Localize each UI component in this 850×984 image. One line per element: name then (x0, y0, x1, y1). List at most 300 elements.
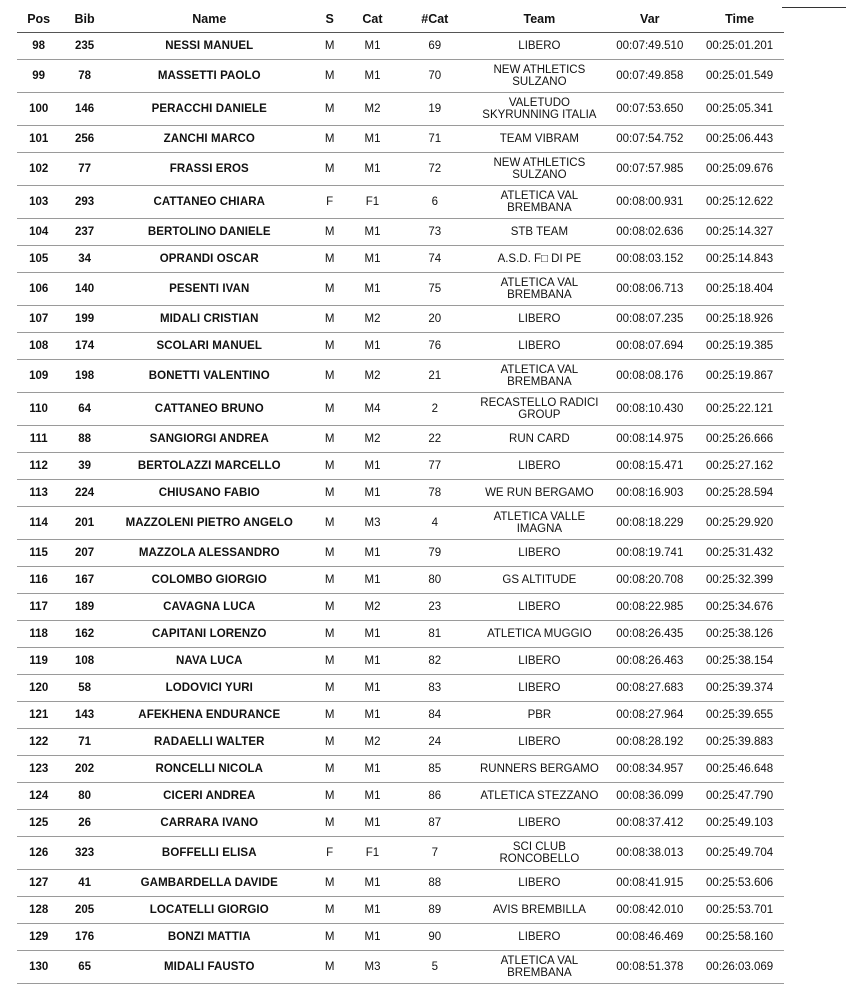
cell-team: LIBERO (474, 540, 604, 567)
cell-bib: 167 (60, 567, 109, 594)
cell-cat: M1 (350, 540, 395, 567)
cell-ncat: 85 (395, 756, 474, 783)
cell-bib: 293 (60, 186, 109, 219)
cell-s: M (310, 729, 350, 756)
table-row (17, 621, 784, 648)
cell-cat: F1 (350, 186, 395, 219)
cell-team: RUNNERS BERGAMO (474, 756, 604, 783)
cell-time: 00:25:18.926 (695, 306, 784, 333)
cell-time: 00:25:53.606 (695, 870, 784, 897)
cell-bib: 140 (60, 273, 109, 306)
cell-var: 00:07:53.650 (604, 93, 695, 126)
table-row (17, 729, 784, 756)
cell-bib: 207 (60, 540, 109, 567)
cell-ncat: 76 (395, 333, 474, 360)
cell-var: 00:08:26.463 (604, 648, 695, 675)
table-row (17, 273, 784, 306)
cell-s: M (310, 756, 350, 783)
cell-cat: M2 (350, 426, 395, 453)
cell-var: 00:07:49.858 (604, 60, 695, 93)
cell-name: PERACCHI DANIELE (109, 93, 310, 126)
cell-cat: M1 (350, 702, 395, 729)
cell-cat: M4 (350, 393, 395, 426)
cell-pos: 126 (17, 837, 60, 870)
cell-pos: 130 (17, 951, 60, 984)
cell-time: 00:25:29.920 (695, 507, 784, 540)
cell-bib: 176 (60, 924, 109, 951)
cell-pos: 107 (17, 306, 60, 333)
cell-bib: 58 (60, 675, 109, 702)
cell-var: 00:08:46.469 (604, 924, 695, 951)
cell-pos: 108 (17, 333, 60, 360)
cell-cat: M1 (350, 246, 395, 273)
cell-bib: 39 (60, 453, 109, 480)
cell-cat: M2 (350, 306, 395, 333)
cell-s: M (310, 126, 350, 153)
cell-var: 00:08:03.152 (604, 246, 695, 273)
cell-team: ATLETICA VAL BREMBANA (474, 186, 604, 219)
cell-cat: M1 (350, 648, 395, 675)
table-row (17, 480, 784, 507)
cell-var: 00:08:02.636 (604, 219, 695, 246)
cell-name: NAVA LUCA (109, 648, 310, 675)
cell-var: 00:08:00.931 (604, 186, 695, 219)
cell-team: RUN CARD (474, 426, 604, 453)
table-row (17, 60, 784, 93)
cell-team: VALETUDO SKYRUNNING ITALIA (474, 93, 604, 126)
cell-name: MIDALI CRISTIAN (109, 306, 310, 333)
cell-pos: 113 (17, 480, 60, 507)
cell-var: 00:08:37.412 (604, 810, 695, 837)
cell-var: 00:08:27.964 (604, 702, 695, 729)
cell-pos: 121 (17, 702, 60, 729)
cell-s: M (310, 360, 350, 393)
cell-time: 00:25:49.103 (695, 810, 784, 837)
cell-bib: 256 (60, 126, 109, 153)
cell-ncat: 75 (395, 273, 474, 306)
cell-bib: 143 (60, 702, 109, 729)
cell-pos: 103 (17, 186, 60, 219)
table-row (17, 393, 784, 426)
cell-name: RONCELLI NICOLA (109, 756, 310, 783)
table-row (17, 360, 784, 393)
cell-name: PESENTI IVAN (109, 273, 310, 306)
table-row (17, 594, 784, 621)
header-row (17, 6, 784, 33)
cell-team: ATLETICA MUGGIO (474, 621, 604, 648)
cell-cat: M1 (350, 924, 395, 951)
cell-ncat: 77 (395, 453, 474, 480)
cell-var: 00:08:38.013 (604, 837, 695, 870)
cell-bib: 174 (60, 333, 109, 360)
table-row (17, 153, 784, 186)
cell-time: 00:25:14.843 (695, 246, 784, 273)
cell-name: AFEKHENA ENDURANCE (109, 702, 310, 729)
cell-team: LIBERO (474, 729, 604, 756)
cell-pos: 109 (17, 360, 60, 393)
cell-bib: 88 (60, 426, 109, 453)
table-row (17, 756, 784, 783)
cell-pos: 122 (17, 729, 60, 756)
cell-var: 00:08:07.694 (604, 333, 695, 360)
cell-time: 00:25:18.404 (695, 273, 784, 306)
cell-var: 00:08:18.229 (604, 507, 695, 540)
cell-name: CICERI ANDREA (109, 783, 310, 810)
cell-var: 00:08:26.435 (604, 621, 695, 648)
cell-name: CAPITANI LORENZO (109, 621, 310, 648)
column-header-name: Name (109, 6, 310, 33)
cell-time: 00:25:38.126 (695, 621, 784, 648)
cell-time: 00:25:32.399 (695, 567, 784, 594)
cell-team: LIBERO (474, 333, 604, 360)
column-header-cat: Cat (350, 6, 395, 33)
cell-time: 00:25:27.162 (695, 453, 784, 480)
cell-team: GS ALTITUDE (474, 567, 604, 594)
cell-team: PBR (474, 702, 604, 729)
cell-ncat: 72 (395, 153, 474, 186)
table-row (17, 33, 784, 60)
cell-name: CATTANEO CHIARA (109, 186, 310, 219)
cell-time: 00:25:58.160 (695, 924, 784, 951)
cell-cat: M1 (350, 675, 395, 702)
column-header-time: Time (695, 6, 784, 33)
cell-pos: 98 (17, 33, 60, 60)
cell-s: M (310, 273, 350, 306)
cell-ncat: 5 (395, 951, 474, 984)
cell-pos: 123 (17, 756, 60, 783)
table-row (17, 924, 784, 951)
cell-team: ATLETICA VALLE IMAGNA (474, 507, 604, 540)
cell-time: 00:26:03.069 (695, 951, 784, 984)
cell-pos: 119 (17, 648, 60, 675)
cell-s: M (310, 33, 350, 60)
cell-team: LIBERO (474, 306, 604, 333)
cell-var: 00:08:20.708 (604, 567, 695, 594)
cell-time: 00:25:12.622 (695, 186, 784, 219)
cell-team: LIBERO (474, 33, 604, 60)
cell-ncat: 2 (395, 393, 474, 426)
column-header-team: Team (474, 6, 604, 33)
cell-time: 00:25:47.790 (695, 783, 784, 810)
cell-ncat: 78 (395, 480, 474, 507)
cell-team: LIBERO (474, 924, 604, 951)
cell-bib: 198 (60, 360, 109, 393)
cell-time: 00:25:38.154 (695, 648, 784, 675)
cell-team: TEAM VIBRAM (474, 126, 604, 153)
cell-s: M (310, 897, 350, 924)
cell-cat: M1 (350, 219, 395, 246)
cell-s: M (310, 810, 350, 837)
cell-cat: F1 (350, 837, 395, 870)
cell-var: 00:08:51.378 (604, 951, 695, 984)
cell-bib: 34 (60, 246, 109, 273)
cell-cat: M1 (350, 60, 395, 93)
cell-team: NEW ATHLETICS SULZANO (474, 153, 604, 186)
cell-s: M (310, 333, 350, 360)
cell-bib: 77 (60, 153, 109, 186)
cell-team: LIBERO (474, 810, 604, 837)
cell-ncat: 89 (395, 897, 474, 924)
cell-time: 00:25:28.594 (695, 480, 784, 507)
table-row (17, 453, 784, 480)
cell-name: MIDALI FAUSTO (109, 951, 310, 984)
cell-pos: 120 (17, 675, 60, 702)
cell-s: M (310, 870, 350, 897)
cell-pos: 110 (17, 393, 60, 426)
cell-pos: 117 (17, 594, 60, 621)
cell-name: LOCATELLI GIORGIO (109, 897, 310, 924)
cell-s: M (310, 219, 350, 246)
cell-time: 00:25:34.676 (695, 594, 784, 621)
cell-s: M (310, 594, 350, 621)
table-row (17, 93, 784, 126)
cell-time: 00:25:39.655 (695, 702, 784, 729)
cell-team: LIBERO (474, 675, 604, 702)
cell-bib: 235 (60, 33, 109, 60)
cell-ncat: 20 (395, 306, 474, 333)
cell-ncat: 70 (395, 60, 474, 93)
cell-cat: M3 (350, 951, 395, 984)
cell-ncat: 6 (395, 186, 474, 219)
cell-team: RECASTELLO RADICI GROUP (474, 393, 604, 426)
cell-cat: M1 (350, 870, 395, 897)
table-row (17, 126, 784, 153)
cell-ncat: 19 (395, 93, 474, 126)
cell-time: 00:25:26.666 (695, 426, 784, 453)
cell-ncat: 74 (395, 246, 474, 273)
cell-pos: 105 (17, 246, 60, 273)
cell-name: CARRARA IVANO (109, 810, 310, 837)
cell-name: OPRANDI OSCAR (109, 246, 310, 273)
cell-bib: 237 (60, 219, 109, 246)
cell-bib: 65 (60, 951, 109, 984)
cell-time: 00:25:49.704 (695, 837, 784, 870)
cell-pos: 104 (17, 219, 60, 246)
cell-ncat: 7 (395, 837, 474, 870)
cell-s: M (310, 951, 350, 984)
cell-cat: M2 (350, 594, 395, 621)
cell-s: M (310, 426, 350, 453)
cell-bib: 41 (60, 870, 109, 897)
cell-name: CAVAGNA LUCA (109, 594, 310, 621)
cell-s: M (310, 60, 350, 93)
cell-name: MAZZOLA ALESSANDRO (109, 540, 310, 567)
cell-name: SCOLARI MANUEL (109, 333, 310, 360)
cell-bib: 108 (60, 648, 109, 675)
cell-ncat: 81 (395, 621, 474, 648)
cell-time: 00:25:39.883 (695, 729, 784, 756)
cell-ncat: 84 (395, 702, 474, 729)
cell-name: GAMBARDELLA DAVIDE (109, 870, 310, 897)
cell-ncat: 82 (395, 648, 474, 675)
cell-bib: 323 (60, 837, 109, 870)
cell-cat: M1 (350, 33, 395, 60)
cell-cat: M2 (350, 729, 395, 756)
cell-pos: 115 (17, 540, 60, 567)
cell-ncat: 83 (395, 675, 474, 702)
cell-cat: M1 (350, 621, 395, 648)
table-row (17, 426, 784, 453)
cell-cat: M1 (350, 453, 395, 480)
cell-var: 00:07:57.985 (604, 153, 695, 186)
cell-name: CHIUSANO FABIO (109, 480, 310, 507)
cell-s: M (310, 153, 350, 186)
cell-cat: M1 (350, 783, 395, 810)
table-row (17, 186, 784, 219)
cell-var: 00:08:07.235 (604, 306, 695, 333)
cell-bib: 71 (60, 729, 109, 756)
cell-team: SCI CLUB RONCOBELLO (474, 837, 604, 870)
table-row (17, 783, 784, 810)
cell-var: 00:07:49.510 (604, 33, 695, 60)
cell-time: 00:25:22.121 (695, 393, 784, 426)
cell-cat: M2 (350, 93, 395, 126)
table-row (17, 567, 784, 594)
cell-bib: 26 (60, 810, 109, 837)
cell-pos: 114 (17, 507, 60, 540)
cell-team: ATLETICA STEZZANO (474, 783, 604, 810)
cell-team: LIBERO (474, 453, 604, 480)
cell-var: 00:08:15.471 (604, 453, 695, 480)
cell-team: LIBERO (474, 870, 604, 897)
cell-var: 00:08:08.176 (604, 360, 695, 393)
table-row (17, 897, 784, 924)
cell-s: M (310, 648, 350, 675)
cell-team: AVIS BREMBILLA (474, 897, 604, 924)
cell-s: M (310, 480, 350, 507)
cell-team: ATLETICA VAL BREMBANA (474, 273, 604, 306)
table-row (17, 702, 784, 729)
cell-time: 00:25:53.701 (695, 897, 784, 924)
cell-cat: M1 (350, 567, 395, 594)
cell-cat: M1 (350, 273, 395, 306)
cell-bib: 205 (60, 897, 109, 924)
cell-name: SANGIORGI ANDREA (109, 426, 310, 453)
table-row (17, 219, 784, 246)
cell-time: 00:25:01.549 (695, 60, 784, 93)
cell-var: 00:08:41.915 (604, 870, 695, 897)
cell-var: 00:08:06.713 (604, 273, 695, 306)
cell-ncat: 73 (395, 219, 474, 246)
cell-team: LIBERO (474, 594, 604, 621)
cell-cat: M1 (350, 897, 395, 924)
cell-ncat: 79 (395, 540, 474, 567)
cell-name: NESSI MANUEL (109, 33, 310, 60)
cell-s: M (310, 621, 350, 648)
cell-ncat: 86 (395, 783, 474, 810)
cell-ncat: 80 (395, 567, 474, 594)
cell-s: M (310, 783, 350, 810)
cell-cat: M3 (350, 507, 395, 540)
table-row (17, 246, 784, 273)
cell-name: COLOMBO GIORGIO (109, 567, 310, 594)
cell-pos: 116 (17, 567, 60, 594)
cell-name: BOFFELLI ELISA (109, 837, 310, 870)
cell-name: BONETTI VALENTINO (109, 360, 310, 393)
cell-pos: 101 (17, 126, 60, 153)
cell-name: BERTOLINO DANIELE (109, 219, 310, 246)
cell-name: MAZZOLENI PIETRO ANGELO (109, 507, 310, 540)
table-row (17, 333, 784, 360)
cell-s: M (310, 453, 350, 480)
cell-pos: 111 (17, 426, 60, 453)
cell-s: F (310, 837, 350, 870)
cell-bib: 189 (60, 594, 109, 621)
cell-ncat: 87 (395, 810, 474, 837)
cell-s: M (310, 246, 350, 273)
cell-time: 00:25:14.327 (695, 219, 784, 246)
cell-ncat: 21 (395, 360, 474, 393)
cell-bib: 64 (60, 393, 109, 426)
table-row (17, 870, 784, 897)
cell-cat: M1 (350, 480, 395, 507)
cell-name: ZANCHI MARCO (109, 126, 310, 153)
cell-cat: M1 (350, 153, 395, 186)
cell-s: F (310, 186, 350, 219)
column-header-ncat: #Cat (395, 6, 474, 33)
cell-time: 00:25:46.648 (695, 756, 784, 783)
cell-s: M (310, 93, 350, 126)
table-row (17, 951, 784, 984)
cell-bib: 224 (60, 480, 109, 507)
cell-var: 00:08:14.975 (604, 426, 695, 453)
table-row (17, 507, 784, 540)
cell-bib: 201 (60, 507, 109, 540)
cell-pos: 100 (17, 93, 60, 126)
cell-bib: 146 (60, 93, 109, 126)
cell-time: 00:25:05.341 (695, 93, 784, 126)
cell-ncat: 4 (395, 507, 474, 540)
cell-bib: 162 (60, 621, 109, 648)
cell-ncat: 88 (395, 870, 474, 897)
cell-cat: M1 (350, 126, 395, 153)
cell-ncat: 23 (395, 594, 474, 621)
cell-name: BONZI MATTIA (109, 924, 310, 951)
cell-time: 00:25:31.432 (695, 540, 784, 567)
cell-var: 00:08:27.683 (604, 675, 695, 702)
cell-s: M (310, 702, 350, 729)
cell-name: RADAELLI WALTER (109, 729, 310, 756)
cell-ncat: 69 (395, 33, 474, 60)
cell-name: CATTANEO BRUNO (109, 393, 310, 426)
cell-cat: M1 (350, 756, 395, 783)
cell-var: 00:08:16.903 (604, 480, 695, 507)
cell-team: LIBERO (474, 648, 604, 675)
table-row (17, 540, 784, 567)
cell-var: 00:08:42.010 (604, 897, 695, 924)
cell-bib: 199 (60, 306, 109, 333)
cell-cat: M2 (350, 360, 395, 393)
cell-pos: 124 (17, 783, 60, 810)
table-row (17, 810, 784, 837)
cell-time: 00:25:09.676 (695, 153, 784, 186)
cell-ncat: 22 (395, 426, 474, 453)
cell-var: 00:07:54.752 (604, 126, 695, 153)
cell-ncat: 71 (395, 126, 474, 153)
cell-pos: 118 (17, 621, 60, 648)
cell-bib: 202 (60, 756, 109, 783)
cell-name: FRASSI EROS (109, 153, 310, 186)
cell-time: 00:25:01.201 (695, 33, 784, 60)
column-header-s: S (310, 6, 350, 33)
table-row (17, 837, 784, 870)
cell-var: 00:08:22.985 (604, 594, 695, 621)
cell-s: M (310, 306, 350, 333)
cell-var: 00:08:34.957 (604, 756, 695, 783)
table-row (17, 306, 784, 333)
cell-name: BERTOLAZZI MARCELLO (109, 453, 310, 480)
cell-s: M (310, 924, 350, 951)
